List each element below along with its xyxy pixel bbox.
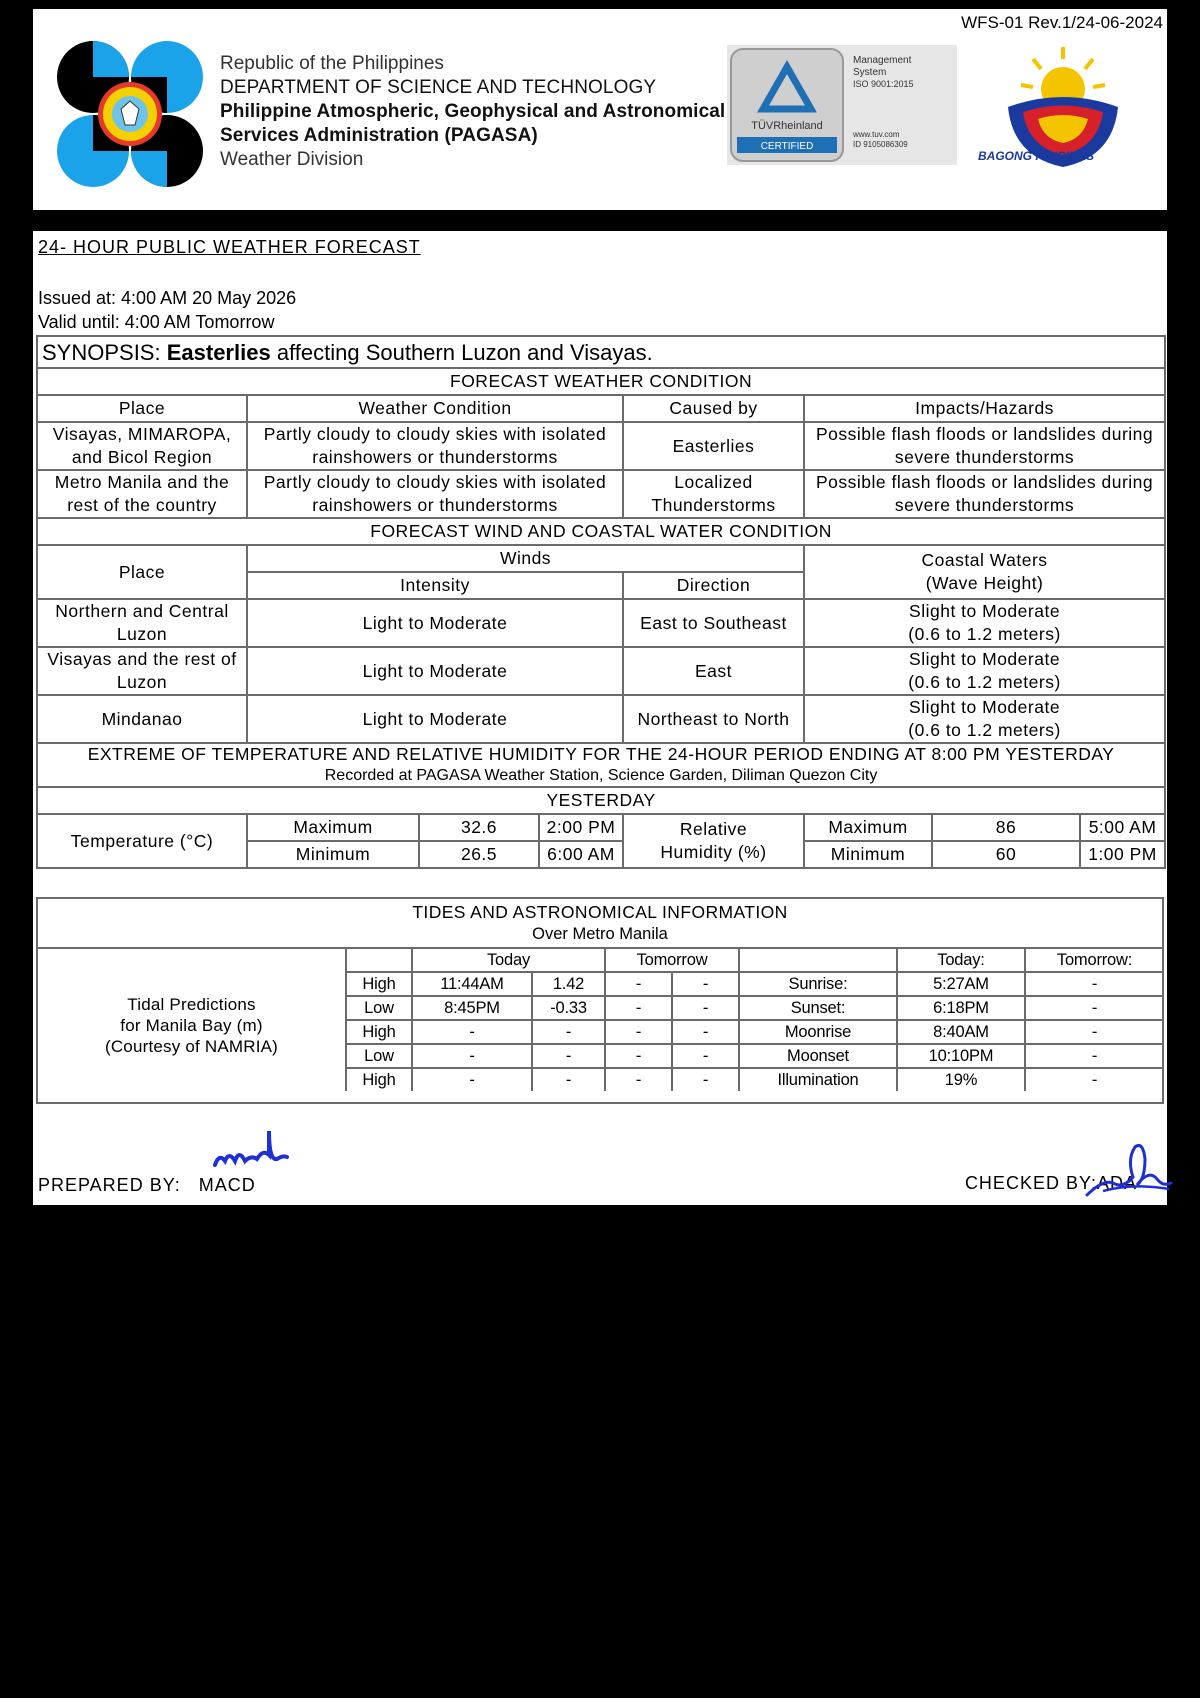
agency-line-1: Republic of the Philippines — [220, 53, 444, 74]
agency-name-block — [220, 52, 725, 172]
temp-min-time: 6:00 AM — [539, 841, 623, 868]
rh-label-1: Relative — [679, 819, 748, 839]
astro-label: Sunset: — [739, 996, 897, 1020]
issue-info — [38, 286, 296, 334]
weather-condition-heading: FORECAST WEATHER CONDITION — [37, 368, 1165, 395]
rh-min-label: Minimum — [804, 841, 932, 868]
tides-heading — [36, 897, 1164, 949]
wind-direction: East to Southeast — [623, 599, 804, 647]
table-row — [37, 470, 1165, 518]
wind-place: Visayas and the rest of Luzon — [37, 647, 247, 695]
table-row — [346, 1044, 1163, 1068]
wc-impact: Possible flash floods or landslides during severe thunderstorms — [804, 470, 1165, 518]
astro-label: Illumination — [739, 1068, 897, 1091]
wave-value: (0.6 to 1.2 meters) — [908, 720, 1061, 740]
tide-type: Low — [346, 996, 412, 1020]
wc-impact: Possible flash floods or landslides during severe thunderstorms — [804, 422, 1165, 470]
wind-direction: Northeast to North — [623, 695, 804, 743]
checked-label: CHECKED BY: — [964, 1173, 1097, 1193]
tuv-system-3: ISO 9001:2015 — [853, 79, 914, 89]
astro-today: 19% — [897, 1068, 1025, 1091]
temp-max-time: 2:00 PM — [539, 814, 623, 841]
tide-today-value: - — [532, 1068, 605, 1091]
forecast-table — [36, 335, 1166, 869]
tide-today-value: - — [532, 1044, 605, 1068]
document-code: WFS-01 Rev.1/24-06-2024 — [961, 13, 1163, 32]
astro-tomorrow: - — [1025, 1044, 1163, 1068]
tide-tomorrow-time: - — [605, 996, 672, 1020]
coastal-value: Slight to Moderate — [909, 697, 1061, 717]
bagong-pilipinas-text: BAGONG PILIPINAS — [977, 149, 1094, 163]
wind-intensity: Light to Moderate — [247, 599, 623, 647]
table-row — [37, 695, 1165, 743]
tide-today-value: 1.42 — [532, 972, 605, 996]
agency-line-4: Services Administration (PAGASA) — [220, 125, 538, 146]
tidal-predictions-label — [38, 949, 345, 1102]
wind-place: Mindanao — [37, 695, 247, 743]
rh-max-label: Maximum — [804, 814, 932, 841]
astro-label: Moonrise — [739, 1020, 897, 1044]
temp-max-label: Maximum — [247, 814, 419, 841]
checked-signature-icon — [1083, 1139, 1173, 1201]
signature-footer — [33, 1111, 1167, 1205]
tuv-certification-logo-icon — [727, 45, 957, 165]
rh-min-time: 1:00 PM — [1080, 841, 1165, 868]
agency-line-2: DEPARTMENT OF SCIENCE AND TECHNOLOGY — [220, 77, 657, 98]
tide-header-today: Today — [412, 949, 605, 972]
wind-header-intensity: Intensity — [247, 572, 623, 599]
tide-tomorrow-time: - — [605, 1068, 672, 1091]
astro-label: Sunrise: — [739, 972, 897, 996]
tuv-system-2: System — [853, 67, 887, 78]
wc-header-cause: Caused by — [623, 395, 804, 422]
tide-header-tomorrow: Tomorrow — [605, 949, 739, 972]
tide-tomorrow-time: - — [605, 1020, 672, 1044]
rh-label-2: Humidity (%) — [660, 842, 767, 862]
astro-today: 8:40AM — [897, 1020, 1025, 1044]
table-row — [37, 647, 1165, 695]
tides-subtitle: Over Metro Manila — [532, 925, 668, 943]
wind-intensity: Light to Moderate — [247, 695, 623, 743]
tuv-id: ID 9105086309 — [853, 140, 908, 149]
pagasa-logo-icon — [55, 39, 205, 189]
astro-today: 5:27AM — [897, 972, 1025, 996]
extremes-title: EXTREME OF TEMPERATURE AND RELATIVE HUMIDITY FOR THE 24-HOUR PERIOD ENDING AT 8:00 PM YESTERDAY — [87, 744, 1115, 764]
prepared-signature-icon — [211, 1125, 291, 1175]
wind-header-coastal — [804, 545, 1165, 599]
tide-tomorrow-time: - — [605, 1044, 672, 1068]
tidal-label-1: Tidal Predictions — [127, 995, 256, 1014]
astro-header-tomorrow: Tomorrow: — [1025, 949, 1163, 972]
tide-type: Low — [346, 1044, 412, 1068]
agency-line-3: Philippine Atmospheric, Geophysical and Astronomical — [220, 101, 726, 122]
astro-header-today: Today: — [897, 949, 1025, 972]
coastal-label: Coastal Waters — [921, 550, 1048, 570]
wind-header-place: Place — [37, 545, 247, 599]
wc-header-condition: Weather Condition — [247, 395, 623, 422]
tide-today-value: - — [532, 1020, 605, 1044]
wc-place: Metro Manila and the rest of the country — [37, 470, 247, 518]
issued-at: Issued at: 4:00 AM 20 May 2026 — [38, 288, 297, 308]
tide-today-time: - — [412, 1020, 532, 1044]
prepared-label: PREPARED BY: — [38, 1175, 181, 1195]
synopsis-text: affecting Southern Luzon and Visayas. — [276, 339, 653, 365]
wind-place: Northern and Central Luzon — [37, 599, 247, 647]
tuv-name: TÜVRheinland — [751, 120, 823, 132]
table-row — [346, 1068, 1163, 1091]
bagong-pilipinas-logo-icon — [963, 37, 1163, 187]
wind-intensity: Light to Moderate — [247, 647, 623, 695]
tide-today-value: -0.33 — [532, 996, 605, 1020]
checked-name: ADA — [1096, 1173, 1137, 1193]
tide-tomorrow-value: - — [672, 1068, 739, 1091]
forecast-title: 24- HOUR PUBLIC WEATHER FORECAST — [38, 237, 421, 257]
synopsis-system: Easterlies — [166, 339, 271, 365]
tide-type: High — [346, 972, 412, 996]
tide-type: High — [346, 1068, 412, 1091]
tuv-web: www.tuv.com — [853, 130, 900, 139]
extremes-heading — [37, 743, 1165, 787]
astro-tomorrow: - — [1025, 996, 1163, 1020]
rh-label — [623, 814, 804, 868]
table-row — [37, 599, 1165, 647]
prepared-name: MACD — [198, 1175, 256, 1195]
astro-tomorrow: - — [1025, 1020, 1163, 1044]
tuv-system-1: Management — [853, 55, 912, 66]
wc-condition: Partly cloudy to cloudy skies with isolated rainshowers or thunderstorms — [247, 422, 623, 470]
tidal-label-3: (Courtesy of NAMRIA) — [104, 1037, 279, 1056]
valid-until: Valid until: 4:00 AM Tomorrow — [38, 312, 275, 332]
wind-coastal — [804, 695, 1165, 743]
tide-tomorrow-value: - — [672, 972, 739, 996]
tide-today-time: - — [412, 1068, 532, 1091]
wind-coastal — [804, 647, 1165, 695]
prepared-by — [38, 1175, 256, 1196]
wc-cause: Localized Thunderstorms — [623, 470, 804, 518]
astro-today: 6:18PM — [897, 996, 1025, 1020]
wc-place: Visayas, MIMAROPA, and Bicol Region — [37, 422, 247, 470]
wind-coastal — [804, 599, 1165, 647]
wave-value: (0.6 to 1.2 meters) — [908, 672, 1061, 692]
coastal-value: Slight to Moderate — [909, 601, 1061, 621]
extremes-station: Recorded at PAGASA Weather Station, Science Garden, Diliman Quezon City — [324, 767, 878, 784]
wc-header-place: Place — [37, 395, 247, 422]
temp-min-value: 26.5 — [419, 841, 539, 868]
tide-today-time: 11:44AM — [412, 972, 532, 996]
wind-heading: FORECAST WIND AND COASTAL WATER CONDITION — [37, 518, 1165, 545]
wc-header-impacts: Impacts/Hazards — [804, 395, 1165, 422]
rh-max-value: 86 — [932, 814, 1080, 841]
rh-min-value: 60 — [932, 841, 1080, 868]
wc-condition: Partly cloudy to cloudy skies with isolated rainshowers or thunderstorms — [247, 470, 623, 518]
forecast-document — [33, 231, 1167, 1205]
table-row — [37, 422, 1165, 470]
tides-section — [36, 947, 1164, 1104]
wave-value: (0.6 to 1.2 meters) — [908, 624, 1061, 644]
rh-max-time: 5:00 AM — [1080, 814, 1165, 841]
tide-tomorrow-value: - — [672, 1020, 739, 1044]
coastal-value: Slight to Moderate — [909, 649, 1061, 669]
tuv-certified: CERTIFIED — [760, 141, 814, 152]
tide-today-time: - — [412, 1044, 532, 1068]
synopsis — [37, 336, 1165, 368]
table-row — [346, 996, 1163, 1020]
temp-max-value: 32.6 — [419, 814, 539, 841]
synopsis-label: SYNOPSIS: — [42, 339, 161, 365]
tide-type-header — [346, 949, 412, 972]
wave-label: (Wave Height) — [925, 573, 1044, 593]
agency-line-5: Weather Division — [220, 149, 364, 170]
wind-header-winds: Winds — [247, 545, 804, 572]
wind-header-direction: Direction — [623, 572, 804, 599]
tide-type: High — [346, 1020, 412, 1044]
wind-direction: East — [623, 647, 804, 695]
letterhead — [33, 9, 1167, 210]
yesterday-heading: YESTERDAY — [37, 787, 1165, 814]
astro-today: 10:10PM — [897, 1044, 1025, 1068]
astro-header-blank — [739, 949, 897, 972]
temp-min-label: Minimum — [247, 841, 419, 868]
tides-title: TIDES AND ASTRONOMICAL INFORMATION — [412, 902, 788, 922]
astro-tomorrow: - — [1025, 972, 1163, 996]
astro-tomorrow: - — [1025, 1068, 1163, 1091]
astro-label: Moonset — [739, 1044, 897, 1068]
tide-tomorrow-time: - — [605, 972, 672, 996]
temp-label: Temperature (°C) — [37, 814, 247, 868]
tide-today-time: 8:45PM — [412, 996, 532, 1020]
wc-cause: Easterlies — [623, 422, 804, 470]
table-row — [346, 972, 1163, 996]
tide-astro-table — [345, 949, 1163, 1091]
tidal-label-2: for Manila Bay (m) — [120, 1016, 263, 1035]
tide-tomorrow-value: - — [672, 996, 739, 1020]
table-row — [346, 1020, 1163, 1044]
tide-tomorrow-value: - — [672, 1044, 739, 1068]
